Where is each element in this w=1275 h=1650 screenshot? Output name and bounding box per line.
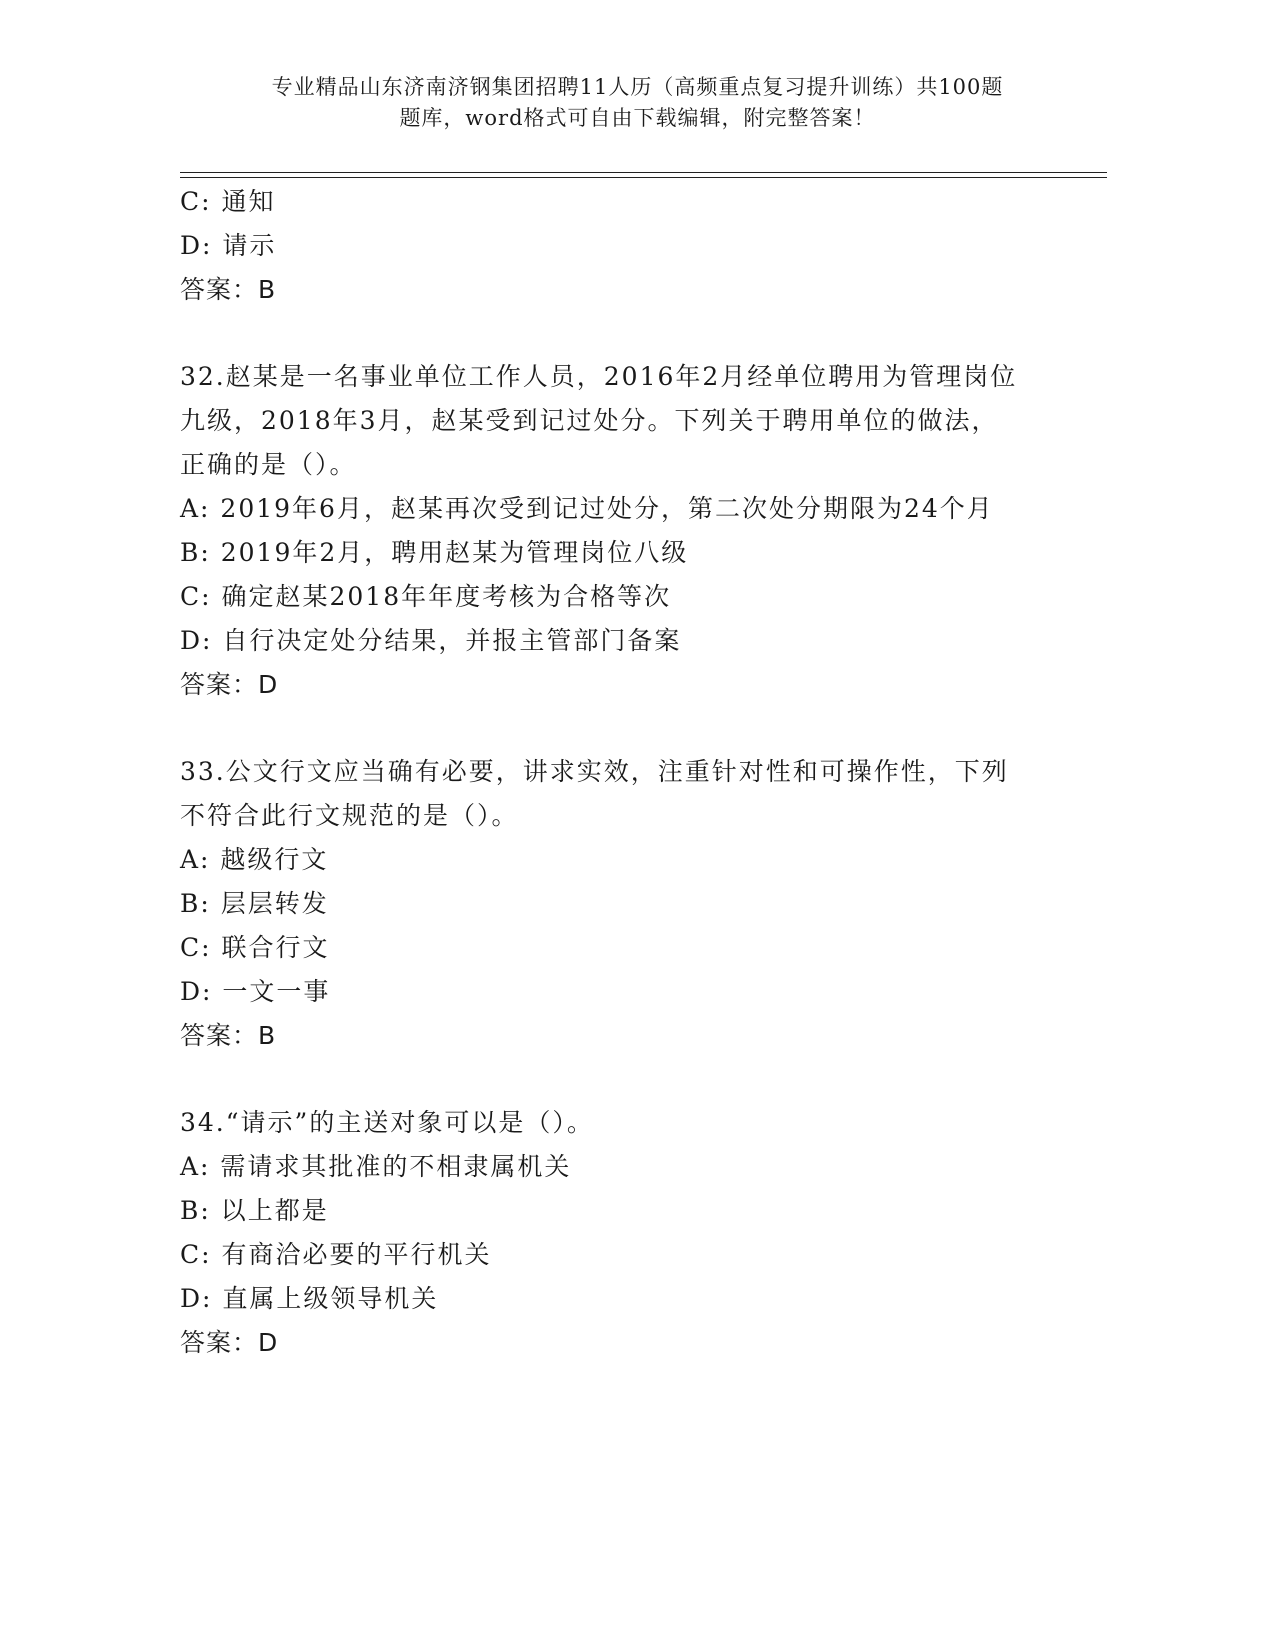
option-c: C: 确定赵某2018年年度考核为合格等次 <box>180 582 672 611</box>
option-a: A: 2019年6月，赵某再次受到记过处分，第二次处分期限为24个月 <box>180 494 994 523</box>
option-c: C: 通知 <box>180 187 276 216</box>
answer-line: 答案：B <box>180 275 277 304</box>
question-33 <box>180 750 1080 1058</box>
spacer <box>180 312 1080 355</box>
header-divider-top <box>180 172 1107 173</box>
header-line-2: 题库，word格式可自由下载编辑，附完整答案！ <box>399 106 876 130</box>
question-31-tail <box>180 180 1080 312</box>
option-d: D: 直属上级领导机关 <box>180 1284 439 1313</box>
option-d: D: 自行决定处分结果，并报主管部门备案 <box>180 626 682 655</box>
question-list <box>180 180 1080 1365</box>
question-34 <box>180 1101 1080 1365</box>
header-line-1: 专业精品山东济南济钢集团招聘11人历（高频重点复习提升训练）共100题 <box>271 75 1004 99</box>
answer-line: 答案：D <box>180 670 279 699</box>
question-text: 34.“请示”的主送对象可以是（）。 <box>180 1108 594 1137</box>
header-divider-bottom <box>180 177 1107 178</box>
option-a: A: 需请求其批准的不相隶属机关 <box>180 1152 572 1181</box>
option-d: D: 一文一事 <box>180 977 331 1006</box>
question-text: 正确的是（）。 <box>180 450 357 479</box>
option-b: B: 以上都是 <box>180 1196 329 1225</box>
option-b: B: 层层转发 <box>180 889 329 918</box>
question-text: 32.赵某是一名事业单位工作人员，2016年2月经单位聘用为管理岗位 <box>180 362 1018 391</box>
question-32 <box>180 355 1080 707</box>
answer-line: 答案：B <box>180 1021 277 1050</box>
spacer <box>180 707 1080 750</box>
document-header <box>0 72 1275 134</box>
question-text: 不符合此行文规范的是（）。 <box>180 801 519 830</box>
question-text: 九级，2018年3月，赵某受到记过处分。下列关于聘用单位的做法， <box>180 406 999 435</box>
option-c: C: 有商洽必要的平行机关 <box>180 1240 492 1269</box>
option-b: B: 2019年2月，聘用赵某为管理岗位八级 <box>180 538 689 567</box>
option-a: A: 越级行文 <box>180 845 329 874</box>
spacer <box>180 1058 1080 1101</box>
answer-line: 答案：D <box>180 1328 279 1357</box>
option-c: C: 联合行文 <box>180 933 330 962</box>
option-d: D: 请示 <box>180 231 277 260</box>
question-text: 33.公文行文应当确有必要，讲求实效，注重针对性和可操作性，下列 <box>180 757 1009 786</box>
